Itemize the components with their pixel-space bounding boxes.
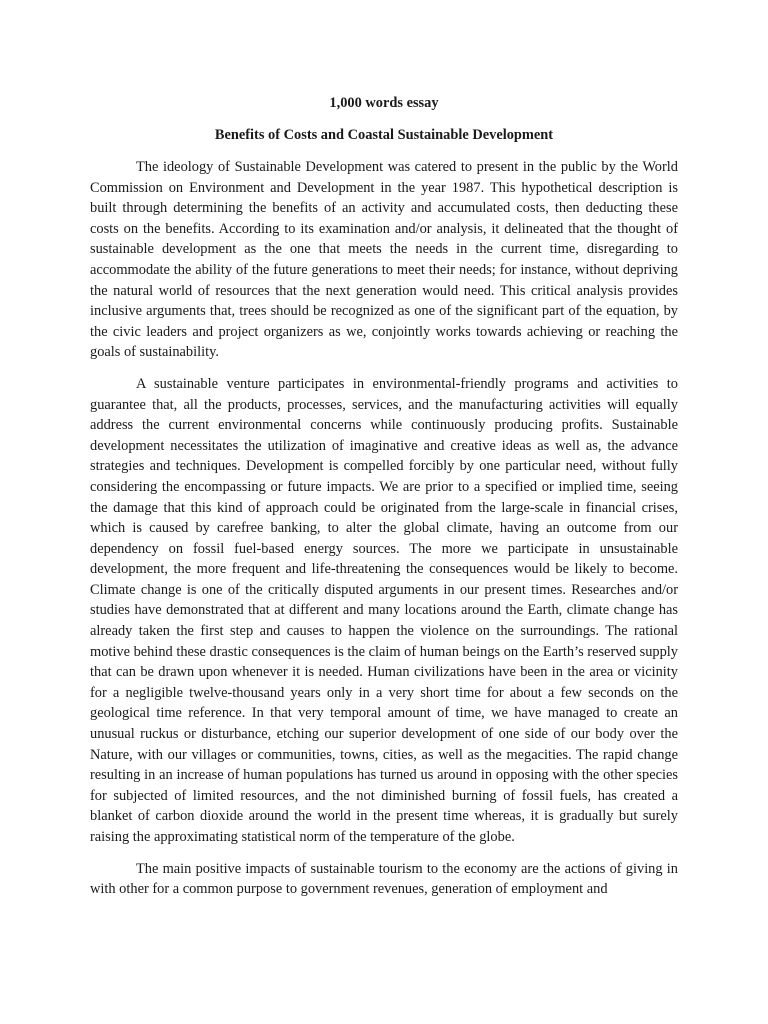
paragraph-2: A sustainable venture participates in environmental-friendly programs and activities to guarantee that, all the products, processes, services, and the manufacturing activities will equally address the current environmental concerns while continuously producing profits. Sustainable development necessitates the utilization of imaginative and creative ideas as well as, the advance strategies and techniques. Development is compelled forcibly by one particular need, without fully considering the encompassing or future impacts. We are prior to a specified or implied time, seeing the damage that this kind of approach could be originated from the large-scale in financial crises, which is caused by carefree banking, to alter the global climate, having an outcome from our dependency on fossil fuel-based energy sources. The more we participate in unsustainable development, the more frequent and life-threatening the consequences would be likely to become. Climate change is one of the critically disputed arguments in our present times. Researches and/or studies have demonstrated that at different and many locations around the Earth, climate change has already taken the first step and causes to happen the violence on the surroundings. The rational motive behind these drastic consequences is the claim of human beings on the Earth’s reserved supply that can be drawn upon whenever it is needed. Human civilizations have been in the area or vicinity for a negligible twelve-thousand years only in a very short time for about a few seconds on the geological time reference. In that very temporal amount of time, we have managed to create an unusual ruckus or disturbance, etching our superior development of one side of our body over the Nature, with our villages or communities, towns, cities, as well as the megacities. The rapid change resulting in an increase of human populations has turned us around in opposing with the other species for subjected of limited resources, and the not diminished burning of fossil fuels, has created a blanket of carbon dioxide around the world in the present time whereas, it is gradually but surely raising the approximating statistical norm of the temperature of the globe.	[90, 375, 678, 845]
document-subtitle: Benefits of Costs and Coastal Sustainable Development	[214, 127, 554, 143]
document-title: 1,000 words essay	[329, 95, 439, 111]
paragraph-1: The ideology of Sustainable Development was catered to present in the public by the World Commission on Environment and Development in the year 1987. This hypothetical description is built through determining the benefits of an activity and accumulated costs, then deducting these costs on the benefits. According to its examination and/or analysis, it delineated that the thought of sustainable development as the one that meets the needs in the current time, disregarding to accommodate the ability of the future generations to meet their needs; for instance, without depriving the natural world of resources that the next generation would need. This critical analysis provides inclusive arguments that, trees should be recognized as one of the significant part of the equation, by the civic leaders and project organizers as we, conjointly works towards achieving or reaching the goals of sustainability.	[90, 159, 678, 361]
document-body	[90, 93, 678, 911]
paragraph-3: The main positive impacts of sustainable tourism to the economy are the actions of giving in with other for a common purpose to government revenues, generation of employment and	[90, 860, 678, 898]
